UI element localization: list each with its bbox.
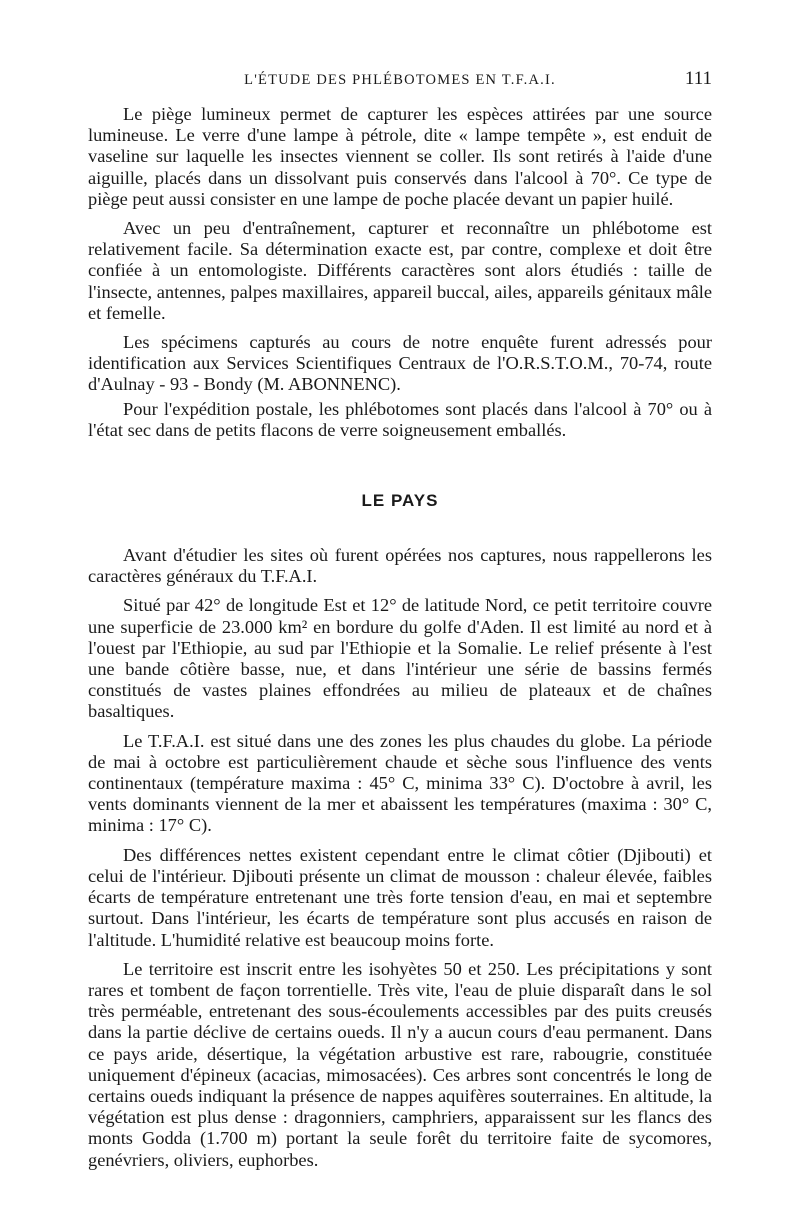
paragraph-postal-shipping: Pour l'expédition postale, les phlébotomes sont placés dans l'alcool à 70° ou à l'état sec dans de petits flacons de verre soigneusement emballés. [88,398,712,440]
paragraph-climate-zones: Le T.F.A.I. est situé dans une des zones les plus chaudes du globe. La période de mai à octobre est particulièrement chaude et sèche sous l'influence des vents continentaux (température maxima : 45° C, minima 33° C). D'octobre à avril, les vents dominants viennent de la mer et abaissent les températures (maxima : 30° C, minima : 17° C). [88,730,712,836]
running-header [88,68,712,96]
paragraph-specimens: Les spécimens capturés au cours de notre enquête furent adressés pour identification aux Services Scientifiques Centraux de l'O.R.S.T.O.M., 70-74, route d'Aulnay - 93 - Bondy (M. ABONNENC). [88,332,712,395]
paragraph-hydrology-vegetation: Le territoire est inscrit entre les isohyètes 50 et 250. Les précipitations y sont rares et tombent de façon torrentielle. Très vite, l'eau de pluie disparaît dans le sol très perméable, entretenant des sous-écoulements accessibles par des puits creusés dans la partie déclive de certains oueds. Il n'y a aucun cours d'eau permanent. Dans ce pays aride, désertique, la végétation arbustive est rare, rabougrie, constituée uniquement d'épineux (acacias, mimosacées). Ces arbres sont concentrés le long de certains oueds indiquant la présence de nappes aquifères souterraines. En altitude, la végétation est plus dense : dragonniers, camphriers, apparaissent sur les flancs des monts Godda (1.700 m) portant la seule forêt du territoire faite de sycomores, genévriers, oliviers, euphorbes. [88,958,712,1170]
running-title: L'ÉTUDE DES PHLÉBOTOMES EN T.F.A.I. [244,72,556,88]
paragraph-climate-differences: Des différences nettes existent cependant entre le climat côtier (Djibouti) et celui de l'intérieur. Djibouti présente un climat de mousson : chaleur élevée, faibles écarts de température entretenant une très forte tension d'eau, en mai et septembre surtout. Dans l'intérieur, les écarts de température sont plus accusés en raison de l'altitude. L'humidité relative est beaucoup moins forte. [88,844,712,950]
paragraph-country-intro: Avant d'étudier les sites où furent opérées nos captures, nous rappellerons les caractères généraux du T.F.A.I. [88,545,712,587]
document-page [88,68,712,1171]
paragraph-geography: Situé par 42° de longitude Est et 12° de latitude Nord, ce petit territoire couvre une superficie de 23.000 km² en bordure du golfe d'Aden. Il est limité au nord et à l'ouest par l'Ethiopie, au sud par l'Ethiopie et la Somalie. Le relief présente à l'est une bande côtière basse, nue, et dans l'intérieur une série de bassins fermés constitués de vastes plaines effondrées au milieu de plateaux et de chaînes basaltiques. [88,595,712,722]
page-number: 111 [684,68,712,89]
paragraph-light-trap: Le piège lumineux permet de capturer les espèces attirées par une source lumineuse. Le verre d'une lampe à pétrole, dite « lampe tempête », est enduit de vaseline sur laquelle les insectes viennent se coller. Ils sont retirés à l'aide d'une aiguille, placés dans un dissolvant puis conservés dans l'alcool à 70°. Ce type de piège peut aussi consister en une lampe de poche placée devant un papier huilé. [88,104,712,209]
paragraph-identification: Avec un peu d'entraînement, capturer et reconnaître un phlébotome est relativement facile. Sa détermination exacte est, par contre, complexe et doit être confiée à un entomologiste. Différents caractères sont alors étudiés : taille de l'insecte, antennes, palpes maxillaires, appareil buccal, ailes, appareils génitaux mâle et femelle. [88,218,712,323]
section-heading: LE PAYS [361,491,439,511]
